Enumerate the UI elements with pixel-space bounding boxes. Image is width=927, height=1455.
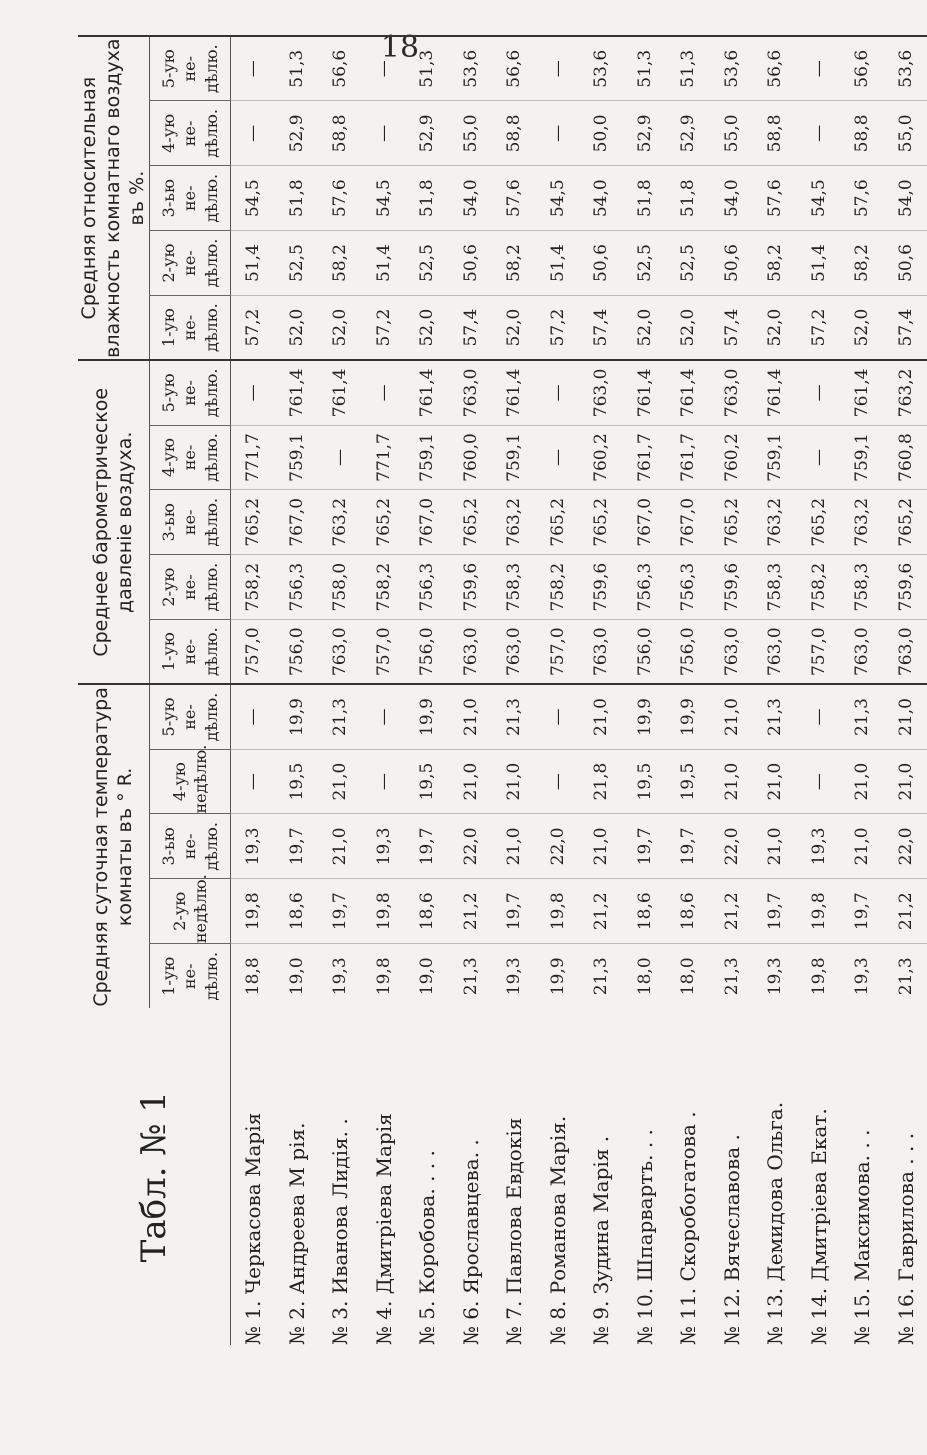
pressure-cell: — [231, 360, 275, 425]
humidity-cell: 51,8 [623, 166, 667, 231]
table-row [579, 36, 623, 1345]
pressure-cell: 763,0 [579, 360, 623, 425]
humidity-cell: 51,3 [405, 36, 449, 101]
humidity-cell: 58,8 [492, 101, 536, 166]
temp-cell: 19,7 [840, 879, 884, 944]
humidity-cell: 51,4 [797, 231, 841, 296]
temp-cell: — [362, 684, 406, 749]
table-row [275, 36, 319, 1345]
pressure-cell: 761,4 [275, 360, 319, 425]
table-row [797, 36, 841, 1345]
pressure-cell: 763,0 [710, 360, 754, 425]
patient-name: № 5. Коробова. . . . [415, 1150, 439, 1345]
temp-cell: 19,7 [753, 879, 797, 944]
table-row [710, 36, 754, 1345]
humidity-cell: 53,6 [449, 36, 493, 101]
temp-cell: 21,3 [318, 684, 362, 749]
column-header: 1-ую не-дѣлю. [150, 944, 231, 1009]
pressure-cell: 758,2 [797, 555, 841, 620]
temp-cell: 19,9 [536, 944, 580, 1009]
pressure-cell: 760,0 [449, 425, 493, 490]
humidity-cell: 57,4 [884, 295, 927, 360]
humidity-cell: 57,4 [579, 295, 623, 360]
table-row [231, 36, 275, 1345]
temp-cell: 21,0 [579, 814, 623, 879]
column-header: 1-ую не-дѣлю. [150, 620, 231, 685]
humidity-cell: 52,0 [275, 295, 319, 360]
humidity-cell: 51,4 [231, 231, 275, 296]
pressure-cell: 757,0 [231, 620, 275, 685]
column-header: 3-ью не-дѣлю. [150, 166, 231, 231]
pressure-cell: 763,0 [318, 620, 362, 685]
pressure-cell: 756,0 [666, 620, 710, 685]
humidity-cell: 58,2 [318, 231, 362, 296]
humidity-cell: 53,6 [884, 36, 927, 101]
pressure-cell: 758,0 [318, 555, 362, 620]
humidity-cell: 54,5 [797, 166, 841, 231]
pressure-cell: 761,4 [623, 360, 667, 425]
humidity-cell: 57,2 [362, 295, 406, 360]
humidity-cell: 56,6 [840, 36, 884, 101]
pressure-cell: 759,1 [840, 425, 884, 490]
humidity-cell: 55,0 [884, 101, 927, 166]
humidity-cell: 50,6 [449, 231, 493, 296]
temp-cell: 19,8 [231, 879, 275, 944]
pressure-cell: 761,4 [405, 360, 449, 425]
patient-name: № 16. Гаврилова . . . [893, 1132, 918, 1345]
pressure-cell: 756,3 [405, 555, 449, 620]
temp-cell: 21,0 [449, 684, 493, 749]
pressure-cell: 759,6 [884, 555, 927, 620]
temp-cell: 18,0 [623, 944, 667, 1009]
humidity-cell: 54,0 [884, 166, 927, 231]
humidity-cell: 55,0 [449, 101, 493, 166]
table-row [840, 36, 884, 1345]
humidity-cell: — [231, 101, 275, 166]
humidity-cell: 51,3 [275, 36, 319, 101]
pressure-cell: 756,0 [275, 620, 319, 685]
humidity-cell: 58,8 [318, 101, 362, 166]
temp-cell: 21,2 [710, 879, 754, 944]
temp-cell: 19,9 [623, 684, 667, 749]
humidity-cell: 58,8 [753, 101, 797, 166]
patient-name: № 14. Дмитріева Екат. [806, 1108, 831, 1345]
pressure-cell: 758,3 [492, 555, 536, 620]
temp-cell: 21,3 [492, 684, 536, 749]
temp-cell: 21,0 [753, 814, 797, 879]
humidity-cell: 53,6 [710, 36, 754, 101]
humidity-cell: 52,0 [492, 295, 536, 360]
temp-cell: — [797, 749, 841, 814]
patient-name: № 11. Скоробогатова . [676, 1111, 700, 1345]
temp-cell: 19,9 [405, 684, 449, 749]
group-title-pressure: Среднее барометрическое давленіе воздуха. [78, 360, 150, 684]
pressure-cell: 761,4 [666, 360, 710, 425]
patient-name: № 6. Ярославцева. . [458, 1139, 483, 1345]
temp-cell: — [231, 684, 275, 749]
column-header: 2-ую недѣлю. [150, 879, 231, 944]
pressure-cell: 765,2 [231, 490, 275, 555]
pressure-cell: 763,0 [884, 620, 927, 685]
temp-cell: 22,0 [710, 814, 754, 879]
temp-cell: 19,5 [623, 749, 667, 814]
humidity-cell: 51,4 [536, 231, 580, 296]
pressure-cell: 759,1 [405, 425, 449, 490]
pressure-cell: 759,1 [492, 425, 536, 490]
humidity-cell: 55,0 [710, 101, 754, 166]
pressure-cell: 765,2 [579, 490, 623, 555]
temp-cell: 18,0 [666, 944, 710, 1009]
pressure-cell: 763,0 [449, 620, 493, 685]
pressure-cell: — [536, 425, 580, 490]
temp-cell: 21,0 [840, 814, 884, 879]
table-row [536, 36, 580, 1345]
temp-cell: 21,0 [492, 814, 536, 879]
table-row [318, 36, 362, 1345]
pressure-cell: 763,2 [318, 490, 362, 555]
temp-cell: 21,8 [579, 749, 623, 814]
humidity-cell: 52,0 [666, 295, 710, 360]
table-row [753, 36, 797, 1345]
column-header: 4-ую недѣлю. [150, 749, 231, 814]
temp-cell: 21,3 [449, 944, 493, 1009]
temp-cell: 19,7 [405, 814, 449, 879]
humidity-cell: 51,8 [405, 166, 449, 231]
pressure-cell: 763,2 [884, 360, 927, 425]
patient-name: № 15. Максимова. . . [850, 1129, 874, 1345]
humidity-cell: 56,6 [492, 36, 536, 101]
temp-cell: 19,7 [666, 814, 710, 879]
patient-name: № 9. Зудина Марія . [589, 1135, 613, 1345]
humidity-cell: 57,2 [231, 295, 275, 360]
humidity-cell: — [797, 101, 841, 166]
temp-cell: 22,0 [884, 814, 927, 879]
pressure-cell: — [797, 360, 841, 425]
pressure-cell: 765,2 [797, 490, 841, 555]
humidity-cell: 52,9 [623, 101, 667, 166]
patient-name: № 12. Вячеславова . [719, 1134, 744, 1345]
temp-cell: 19,7 [492, 879, 536, 944]
pressure-cell: 767,0 [666, 490, 710, 555]
temp-cell: 19,3 [797, 814, 841, 879]
temp-cell: 18,6 [275, 879, 319, 944]
pressure-cell: 758,3 [753, 555, 797, 620]
pressure-cell: 767,0 [275, 490, 319, 555]
group-title-humidity: Средняя относительная влажность комнатнаго воздуха въ %. [78, 36, 150, 360]
table-row [623, 36, 667, 1345]
temp-cell: 21,0 [710, 749, 754, 814]
temp-cell: 21,0 [449, 749, 493, 814]
humidity-cell: 54,5 [536, 166, 580, 231]
humidity-cell: 56,6 [753, 36, 797, 101]
pressure-cell: 765,2 [710, 490, 754, 555]
humidity-cell: 51,8 [666, 166, 710, 231]
humidity-cell: 57,4 [449, 295, 493, 360]
column-header: 5-ую не-дѣлю. [150, 360, 231, 425]
column-header: 4-ую не-дѣлю. [150, 101, 231, 166]
table-body [231, 36, 927, 1345]
table-row [884, 36, 927, 1345]
temp-cell: 21,0 [318, 814, 362, 879]
temp-cell: 19,0 [275, 944, 319, 1009]
temp-cell: 21,0 [318, 749, 362, 814]
patient-name: № 2. Андреева М рія. [284, 1122, 309, 1345]
humidity-cell: 58,2 [753, 231, 797, 296]
pressure-cell: 763,2 [840, 490, 884, 555]
humidity-cell: 57,6 [492, 166, 536, 231]
humidity-cell: 58,8 [840, 101, 884, 166]
humidity-cell: 57,4 [710, 295, 754, 360]
humidity-cell: 53,6 [579, 36, 623, 101]
table-row [405, 36, 449, 1345]
temp-cell: 19,8 [362, 944, 406, 1009]
temp-cell: 21,0 [579, 684, 623, 749]
table-label: Табл. № 1 [134, 1091, 175, 1263]
temp-cell: 22,0 [449, 814, 493, 879]
temp-cell: 19,5 [275, 749, 319, 814]
temp-cell: 19,8 [362, 879, 406, 944]
temp-cell: 21,0 [884, 684, 927, 749]
humidity-cell: 52,0 [623, 295, 667, 360]
pressure-cell: 758,2 [231, 555, 275, 620]
table-row [492, 36, 536, 1345]
pressure-cell: 763,0 [449, 360, 493, 425]
temp-cell: 19,7 [623, 814, 667, 879]
group-title-temperature: Средняя суточная температура комнаты въ ° R. [78, 684, 150, 1008]
pressure-cell: 765,2 [362, 490, 406, 555]
humidity-cell: 50,6 [579, 231, 623, 296]
pressure-cell: 761,4 [318, 360, 362, 425]
temp-cell: 18,6 [405, 879, 449, 944]
temp-cell: 21,3 [840, 684, 884, 749]
pressure-cell: 763,0 [579, 620, 623, 685]
pressure-cell: 757,0 [362, 620, 406, 685]
humidity-cell: 52,0 [840, 295, 884, 360]
temp-cell: 21,0 [753, 749, 797, 814]
humidity-cell: 54,5 [231, 166, 275, 231]
temp-cell: 19,3 [840, 944, 884, 1009]
pressure-cell: 763,2 [753, 490, 797, 555]
pressure-cell: 758,2 [536, 555, 580, 620]
humidity-cell: 58,2 [492, 231, 536, 296]
humidity-cell: — [231, 36, 275, 101]
pressure-cell: 767,0 [405, 490, 449, 555]
column-header: 4-ую не-дѣлю. [150, 425, 231, 490]
pressure-cell: 763,0 [753, 620, 797, 685]
temp-cell: 21,2 [579, 879, 623, 944]
pressure-cell: 756,0 [405, 620, 449, 685]
temp-cell: 19,3 [362, 814, 406, 879]
humidity-cell: 52,5 [666, 231, 710, 296]
temp-cell: 22,0 [536, 814, 580, 879]
pressure-cell: 761,7 [666, 425, 710, 490]
pressure-cell: 757,0 [536, 620, 580, 685]
humidity-cell: — [362, 36, 406, 101]
pressure-cell: 758,2 [362, 555, 406, 620]
temp-cell: 21,3 [884, 944, 927, 1009]
pressure-cell: 759,6 [449, 555, 493, 620]
pressure-cell: 761,4 [753, 360, 797, 425]
humidity-cell: 54,0 [579, 166, 623, 231]
data-table [78, 35, 927, 1345]
temp-cell: — [797, 684, 841, 749]
column-header: 3-ью не-дѣлю. [150, 490, 231, 555]
temp-cell: 21,0 [840, 749, 884, 814]
temp-cell: — [231, 749, 275, 814]
pressure-cell: 771,7 [231, 425, 275, 490]
humidity-cell: 54,0 [449, 166, 493, 231]
temp-cell: 21,0 [884, 749, 927, 814]
temp-cell: — [362, 749, 406, 814]
humidity-cell: 52,5 [405, 231, 449, 296]
humidity-cell: 52,0 [405, 295, 449, 360]
humidity-cell: 57,6 [318, 166, 362, 231]
temp-cell: 21,3 [753, 684, 797, 749]
humidity-cell: 50,6 [710, 231, 754, 296]
pressure-cell: 756,3 [666, 555, 710, 620]
humidity-cell: 52,0 [753, 295, 797, 360]
humidity-cell: 56,6 [318, 36, 362, 101]
humidity-cell: 52,9 [666, 101, 710, 166]
humidity-cell: 50,0 [579, 101, 623, 166]
temp-cell: 21,2 [884, 879, 927, 944]
pressure-cell: 756,0 [623, 620, 667, 685]
patient-name: № 3. Иванова Лидія. . [328, 1118, 352, 1345]
temp-cell: 19,3 [318, 944, 362, 1009]
temp-cell: 19,7 [275, 814, 319, 879]
temp-cell: 19,5 [405, 749, 449, 814]
pressure-cell: — [797, 425, 841, 490]
pressure-cell: 760,2 [579, 425, 623, 490]
column-header: 5-ую не-дѣлю. [150, 36, 231, 101]
patient-name: № 1. Черкасова Марія [231, 1008, 275, 1345]
page-number: 18 [380, 30, 420, 65]
rotated-table-container [0, 38, 918, 1455]
column-header: 5-ую не-дѣлю. [150, 684, 231, 749]
pressure-cell: — [318, 425, 362, 490]
humidity-cell: 51,3 [623, 36, 667, 101]
pressure-cell: 759,6 [579, 555, 623, 620]
temp-cell: 19,3 [753, 944, 797, 1009]
patient-name: № 4. Дмитріева Марія [371, 1113, 396, 1345]
pressure-cell: 759,6 [710, 555, 754, 620]
humidity-cell: — [536, 36, 580, 101]
temp-cell: — [536, 684, 580, 749]
pressure-cell: 765,2 [884, 490, 927, 555]
pressure-cell: 767,0 [623, 490, 667, 555]
table-row [362, 36, 406, 1345]
pressure-cell: 760,2 [710, 425, 754, 490]
humidity-cell: 52,9 [275, 101, 319, 166]
humidity-cell: 57,2 [797, 295, 841, 360]
humidity-cell: — [362, 101, 406, 166]
column-header: 3-ью не-дѣлю. [150, 814, 231, 879]
humidity-cell: 54,0 [710, 166, 754, 231]
humidity-cell: 52,5 [275, 231, 319, 296]
pressure-cell: 763,0 [710, 620, 754, 685]
pressure-cell: 761,7 [623, 425, 667, 490]
humidity-cell: 51,8 [275, 166, 319, 231]
temp-cell: 19,3 [231, 814, 275, 879]
pressure-cell: 760,8 [884, 425, 927, 490]
temp-cell: 21,0 [492, 749, 536, 814]
temp-cell: 18,6 [666, 879, 710, 944]
humidity-cell: — [797, 36, 841, 101]
humidity-cell: 57,6 [753, 166, 797, 231]
temp-cell: 19,9 [275, 684, 319, 749]
patient-name: № 8. Романова Марія. [545, 1115, 570, 1345]
patient-name: № 7. Павлова Евдокія [502, 1117, 526, 1345]
patient-name: № 13. Демидова Ольга. [763, 1101, 787, 1345]
humidity-cell: 57,2 [536, 295, 580, 360]
humidity-cell: 52,0 [318, 295, 362, 360]
pressure-cell: 763,2 [492, 490, 536, 555]
humidity-cell: 51,3 [666, 36, 710, 101]
temp-cell: 19,3 [492, 944, 536, 1009]
humidity-cell: 58,2 [840, 231, 884, 296]
pressure-cell: — [362, 360, 406, 425]
pressure-cell: 759,1 [753, 425, 797, 490]
humidity-cell: 52,9 [405, 101, 449, 166]
temp-cell: 19,9 [666, 684, 710, 749]
column-header: 2-ую не-дѣлю. [150, 231, 231, 296]
pressure-cell: 771,7 [362, 425, 406, 490]
temp-cell: 21,0 [710, 684, 754, 749]
temp-cell: 19,7 [318, 879, 362, 944]
pressure-cell: — [536, 360, 580, 425]
humidity-cell: 52,5 [623, 231, 667, 296]
temp-cell: 18,6 [623, 879, 667, 944]
pressure-cell: 757,0 [797, 620, 841, 685]
table-row [666, 36, 710, 1345]
pressure-cell: 758,3 [840, 555, 884, 620]
pressure-cell: 756,3 [275, 555, 319, 620]
temp-cell: 18,8 [231, 944, 275, 1009]
pressure-cell: 765,2 [449, 490, 493, 555]
temp-cell: 19,8 [536, 879, 580, 944]
pressure-cell: 759,1 [275, 425, 319, 490]
temp-cell: 21,2 [449, 879, 493, 944]
temp-cell: 19,8 [797, 944, 841, 1009]
temp-cell: 19,5 [666, 749, 710, 814]
pressure-cell: 763,0 [840, 620, 884, 685]
patient-name: № 10. Шпарвартъ. . . [632, 1129, 657, 1345]
pressure-cell: 761,4 [492, 360, 536, 425]
column-header: 1-ую не-дѣлю. [150, 295, 231, 360]
table-row [449, 36, 493, 1345]
temp-cell: 19,0 [405, 944, 449, 1009]
pressure-cell: 763,0 [492, 620, 536, 685]
humidity-cell: — [536, 101, 580, 166]
pressure-cell: 761,4 [840, 360, 884, 425]
temp-cell: 21,3 [710, 944, 754, 1009]
pressure-cell: 765,2 [536, 490, 580, 555]
pressure-cell: 756,3 [623, 555, 667, 620]
humidity-cell: 54,5 [362, 166, 406, 231]
temp-cell: 19,8 [797, 879, 841, 944]
temp-cell: — [536, 749, 580, 814]
temp-cell: 21,3 [579, 944, 623, 1009]
humidity-cell: 50,6 [884, 231, 927, 296]
humidity-cell: 51,4 [362, 231, 406, 296]
humidity-cell: 57,6 [840, 166, 884, 231]
column-header: 2-ую не-дѣлю. [150, 555, 231, 620]
